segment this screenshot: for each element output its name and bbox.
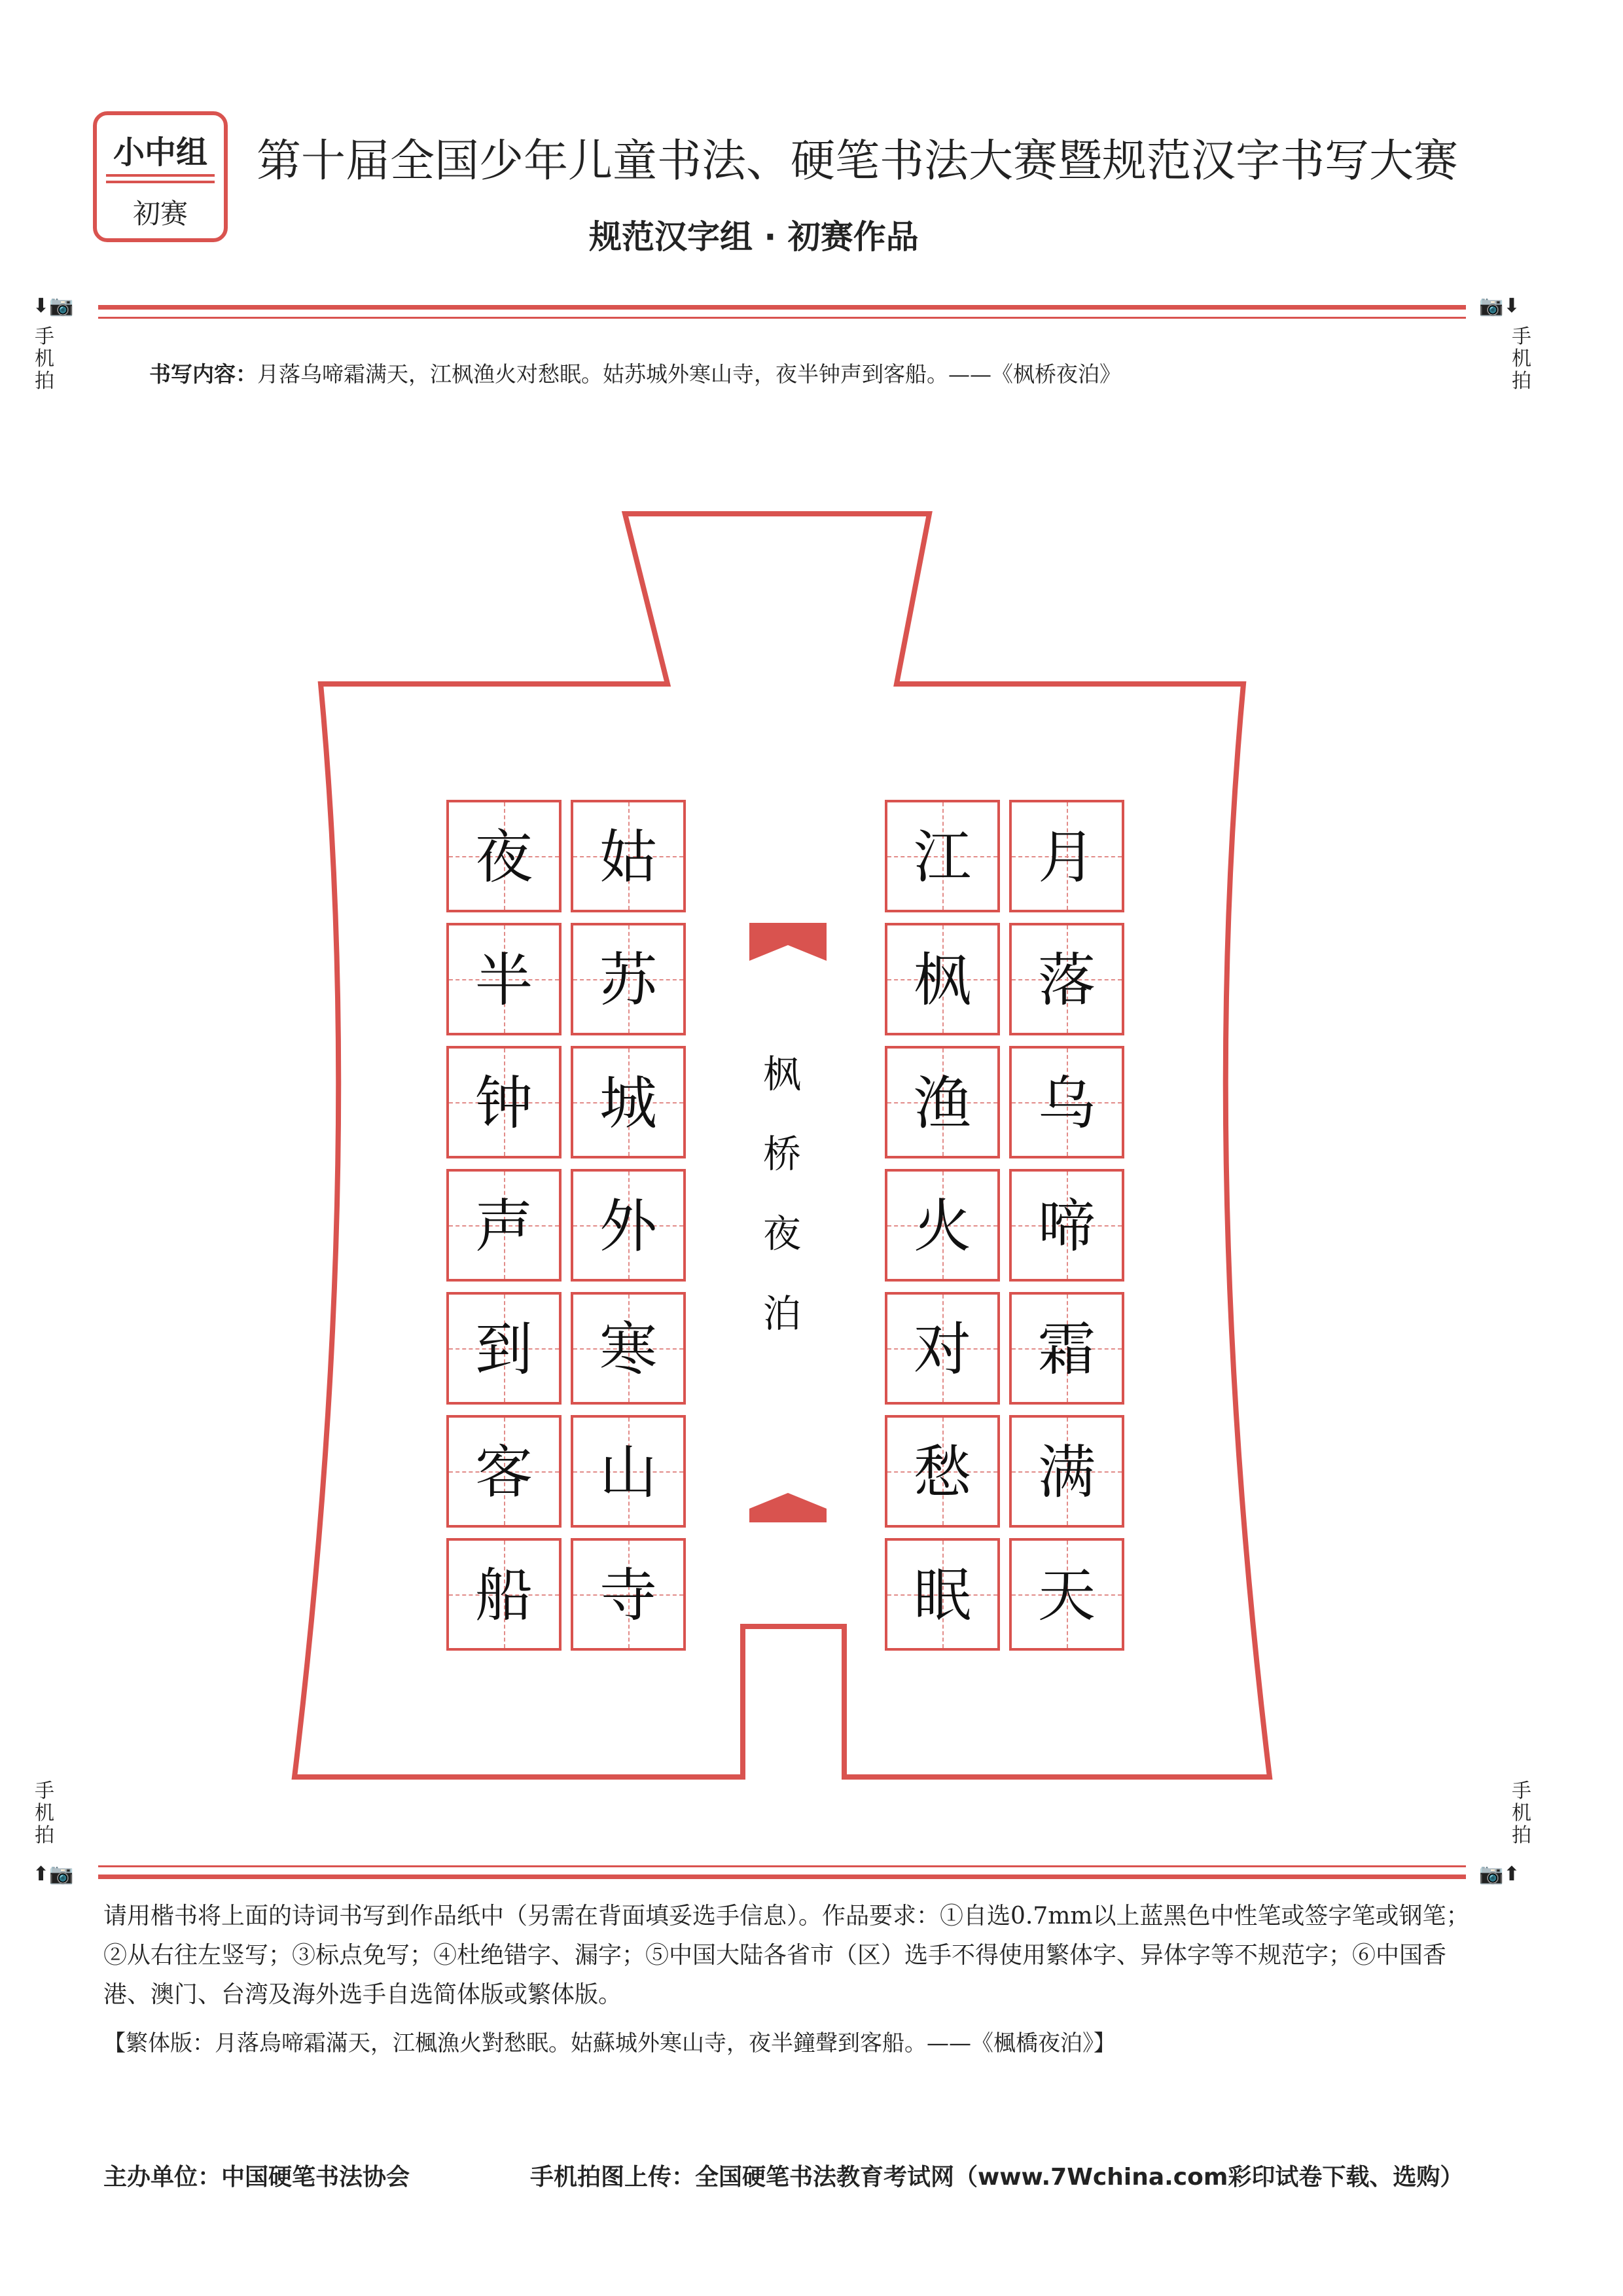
grid-character: 客 xyxy=(474,1439,533,1506)
grid-character: 枫 xyxy=(913,946,971,1014)
grid-character: 霜 xyxy=(1037,1316,1096,1383)
bottom-ribbon-icon xyxy=(749,1493,827,1522)
grid-character: 江 xyxy=(913,823,971,891)
badge-group-label: 小中组 xyxy=(113,134,207,171)
grid-character: 半 xyxy=(474,946,533,1014)
grid-character: 到 xyxy=(474,1316,533,1383)
bottom-rule-thin xyxy=(98,1865,1466,1867)
grid-cell xyxy=(885,800,1000,912)
camera-icon: 📷 xyxy=(1479,1863,1504,1886)
grid-character: 渔 xyxy=(913,1069,971,1137)
grid-cell xyxy=(885,1415,1000,1528)
arrow-up-icon: ⬆ xyxy=(33,1863,50,1886)
grid-cell xyxy=(571,1292,686,1405)
arrow-down-icon: ⬇ xyxy=(1503,295,1520,317)
badge-stage-label: 初赛 xyxy=(132,198,188,230)
bottom-left-camera-marker xyxy=(33,1863,74,1886)
grid-cell xyxy=(446,923,562,1035)
poem-title-char: 夜 xyxy=(762,1211,801,1256)
grid-cell xyxy=(446,1046,562,1158)
top-ribbon-icon xyxy=(749,923,827,961)
grid-character: 月 xyxy=(1037,823,1096,891)
grid-character: 乌 xyxy=(1037,1069,1096,1137)
grid-cell xyxy=(446,800,562,912)
grid-cell xyxy=(885,923,1000,1035)
grid-character: 夜 xyxy=(474,823,533,891)
grid-cell xyxy=(885,1046,1000,1158)
grid-character: 姑 xyxy=(599,823,657,891)
bottom-rule xyxy=(98,1874,1466,1879)
page-subtitle: 规范汉字组 · 初赛作品 xyxy=(589,218,919,256)
grid-cell xyxy=(885,1292,1000,1405)
bottom-left-photo-label: 手机拍 xyxy=(35,1780,54,1847)
camera-icon: 📷 xyxy=(1479,295,1504,317)
organizer-text: 主办单位：中国硬笔书法协会 xyxy=(103,2164,410,2191)
grid-cell xyxy=(571,1415,686,1528)
grid-character: 船 xyxy=(474,1562,533,1629)
top-left-photo-label: 手机拍 xyxy=(35,325,54,393)
writing-content-label: 书写内容： xyxy=(149,361,257,387)
grid-cell xyxy=(1009,1415,1124,1528)
grid-cell xyxy=(1009,1292,1124,1405)
camera-icon: 📷 xyxy=(49,295,74,317)
grid-cell xyxy=(1009,1538,1124,1651)
instructions-text: 请用楷书将上面的诗词书写到作品纸中（另需在背面填妥选手信息）。作品要求：①自选0.7mm以上蓝黑色中性笔或签字笔或钢笔；②从右往左竖写；③标点免写；④杜绝错字、漏字；⑤中国大陆各省市（区）选手不得使用繁体字、异体字等不规范字；⑥中国香港、澳门、台湾及海外选手自选简体版或繁体版。 xyxy=(103,1903,1470,2008)
grid-cell xyxy=(446,1538,562,1651)
grid-character: 山 xyxy=(599,1439,657,1506)
grid-character: 火 xyxy=(913,1193,971,1260)
arrow-up-icon: ⬆ xyxy=(1503,1863,1520,1886)
poem-title-char: 泊 xyxy=(762,1291,801,1336)
bottom-right-camera-marker xyxy=(1479,1863,1520,1886)
grid-character: 对 xyxy=(913,1316,971,1383)
grid-cell xyxy=(885,1169,1000,1282)
arrow-down-icon: ⬇ xyxy=(33,295,50,317)
grid-character: 落 xyxy=(1037,946,1096,1014)
grid-cell xyxy=(571,923,686,1035)
grid-cell xyxy=(571,800,686,912)
page-title: 第十届全国少年儿童书法、硬笔书法大赛暨规范汉字书写大赛 xyxy=(257,135,1459,187)
grid-cell xyxy=(571,1046,686,1158)
bottom-right-photo-label: 手机拍 xyxy=(1512,1780,1531,1847)
grid-cell xyxy=(1009,800,1124,912)
grid-character: 愁 xyxy=(913,1439,971,1506)
grid-cell xyxy=(885,1538,1000,1651)
grid-cell xyxy=(1009,923,1124,1035)
grid-cell xyxy=(1009,1046,1124,1158)
grid-character: 声 xyxy=(474,1193,533,1260)
grid-character: 眠 xyxy=(913,1562,971,1629)
grid-character: 钟 xyxy=(474,1069,533,1137)
grid-cell xyxy=(571,1169,686,1282)
grid-character: 天 xyxy=(1037,1562,1096,1629)
grid-cell xyxy=(446,1169,562,1282)
poem-title-char: 桥 xyxy=(762,1132,801,1176)
grid-character: 城 xyxy=(599,1069,657,1137)
writing-content-text: 月落乌啼霜满天，江枫渔火对愁眠。姑苏城外寒山寺，夜半钟声到客船。——《枫桥夜泊》 xyxy=(257,361,1121,387)
grid-character: 啼 xyxy=(1037,1193,1096,1260)
grid-cell xyxy=(1009,1169,1124,1282)
grid-cell xyxy=(446,1292,562,1405)
grid-character: 外 xyxy=(599,1193,657,1260)
camera-icon: 📷 xyxy=(49,1863,74,1886)
grid-character: 寺 xyxy=(599,1562,657,1629)
grid-cell xyxy=(571,1538,686,1651)
grid-character: 寒 xyxy=(599,1316,657,1383)
traditional-version-text: 【繁体版：月落烏啼霜滿天，江楓漁火對愁眠。姑蘇城外寒山寺，夜半鐘聲到客船。——《楓橋夜泊》】 xyxy=(103,2030,1116,2056)
grid-cell xyxy=(446,1415,562,1528)
grid-character: 满 xyxy=(1037,1439,1096,1506)
grid-character: 苏 xyxy=(599,946,657,1014)
upload-info-text: 手机拍图上传：全国硬笔书法教育考试网（www.7Wchina.com彩印试卷下载、选购） xyxy=(530,2164,1464,2191)
poem-title-char: 枫 xyxy=(762,1052,801,1096)
top-right-photo-label: 手机拍 xyxy=(1512,325,1531,393)
